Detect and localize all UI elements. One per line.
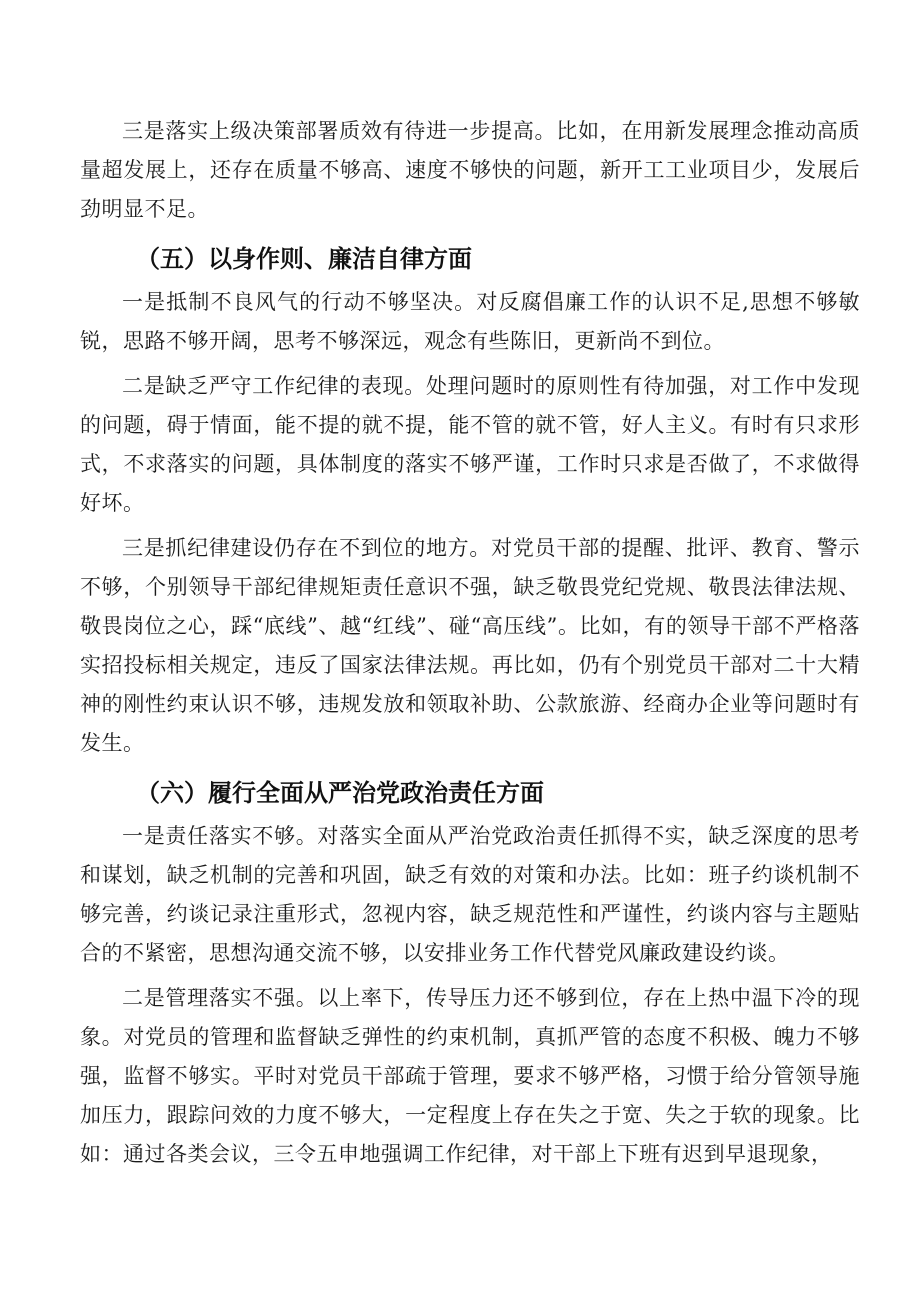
- paragraph-responsibility: 一是责任落实不够。对落实全面从严治党政治责任抓得不实，缺乏深度的思考和谋划，缺乏机制的完善和巩固，缺乏有效的对策和办法。比如：班子约谈机制不够完善，约谈记录注重形式，忽视内容，缺乏规范性和严谨性，约谈内容与主题贴合的不紧密，思想沟通交流不够，以安排业务工作代替党风廉政建设约谈。: [80, 824, 860, 965]
- paragraph-decision-implementation: 三是落实上级决策部署质效有待进一步提高。比如，在用新发展理念推动高质量超发展上，还存在质量不够高、速度不够快的问题，新开工工业项目少，发展后劲明显不足。: [80, 119, 860, 221]
- paragraph-work-discipline: 二是缺乏严守工作纪律的表现。处理问题时的原则性有待加强，对工作中发现的问题，碍于情面，能不提的就不提，能不管的就不管，好人主义。有时有只求形式，不求落实的问题，具体制度的落实不够严谨，工作时只求是否做了，不求做得好坏。: [80, 374, 860, 515]
- section-heading-5: （五）以身作则、廉洁自律方面: [136, 245, 472, 273]
- section-heading-6: （六）履行全面从严治党政治责任方面: [136, 779, 544, 807]
- paragraph-management: 二是管理落实不强。以上率下，传导压力还不够到位，存在上热中温下冷的现象。对党员的管理和监督缺乏弹性的约束机制，真抓严管的态度不积极、魄力不够强，监督不够实。平时对党员干部疏于管理，要求不够严格，习惯于给分管领导施加压力，跟踪问效的力度不够大，一定程度上存在失之于宽、失之于软的现象。比如：通过各类会议，三令五申地强调工作纪律，对干部上下班有迟到早退现象，: [80, 986, 860, 1166]
- paragraph-resist-bad-practices: 一是抵制不良风气的行动不够坚决。对反腐倡廉工作的认识不足,思想不够敏锐，思路不够开阔，思考不够深远，观念有些陈旧，更新尚不到位。: [80, 290, 860, 353]
- paragraph-discipline-building: 三是抓纪律建设仍存在不到位的地方。对党员干部的提醒、批评、教育、警示不够，个别领导干部纪律规矩责任意识不强，缺乏敬畏党纪党规、敬畏法律法规、敬畏岗位之心，踩“底线”、越“红线”、碰“高压线”。比如，有的领导干部不严格落实招投标相关规定，违反了国家法律法规。再比如，仍有个别党员干部对二十大精神的刚性约束认识不够，违规发放和领取补助、公款旅游、经商办企业等问题时有发生。: [80, 536, 860, 755]
